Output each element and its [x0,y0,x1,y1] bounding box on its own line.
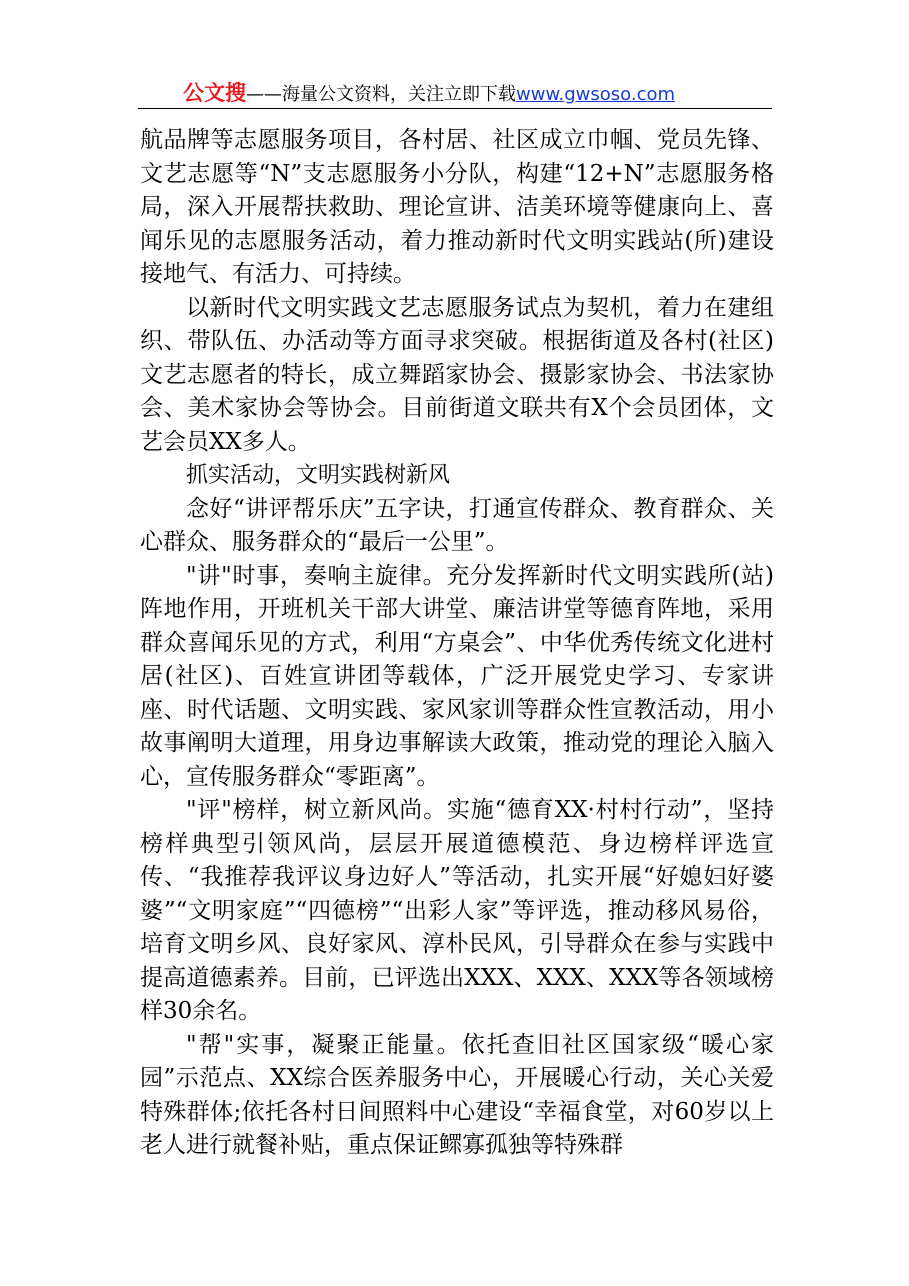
section-heading: 抓实活动，文明实践树新风 [186,463,451,488]
paragraph-1: 航品牌等志愿服务项目，各村居、社区成立巾帼、党员先锋、文艺志愿等“N”支志愿服务小分队，构建“12+N”志愿服务格局，深入开展帮扶救助、理论宣讲、洁美环境等健康向上、喜闻乐见的志愿服务活动，着力推动新时代文明实践站(所)建设接地气、有活力、可持续。 [140,127,774,287]
page-header [140,78,772,108]
document-body [140,124,774,1163]
header-tagline: ——海量公文资料，关注立即下载 [246,84,516,105]
paragraph-6: "帮"实事，凝聚正能量。依托查旧社区国家级“暖心家园”示范点、XX综合医养服务中心，开展暖心行动，关心关爱特殊群体;依托各村日间照料中心建设“幸福食堂，对60岁以上老人进行就餐补贴，重点保证鳏寡孤独等特殊群 [140,1031,774,1158]
header-divider [138,108,772,109]
paragraph-2: 以新时代文明实践文艺志愿服务试点为契机，着力在建组织、带队伍、办活动等方面寻求突破。根据街道及各村(社区)文艺志愿者的特长，成立舞蹈家协会、摄影家协会、书法家协会、美术家协会等协会。目前街道文联共有X个会员团体，文艺会员XX多人。 [140,294,774,455]
brand-logo-text: 公文搜 [183,81,246,105]
paragraph-5: "评"榜样，树立新风尚。实施“德育XX·村村行动”，坚持榜样典型引领风尚，层层开展道德模范、身边榜样评选宣传、“我推荐我评议身边好人”等活动，扎实开展“好媳妇好婆婆”“文明家庭”“四德榜”“出彩人家”等评选，推动移风易俗，培育文明乡风、良好家风、淳朴民风，引导群众在参与实践中提高道德素养。目前，已评选出XXX、XXX、XXX等各领域榜样30余名。 [140,797,774,1024]
paragraph-4: "讲"时事，奏响主旋律。充分发挥新时代文明实践所(站)阵地作用，开班机关干部大讲堂、廉洁讲堂等德育阵地，采用群众喜闻乐见的方式，利用“方桌会”、中华优秀传统文化进村居(社区)、百姓宣讲团等载体，广泛开展党史学习、专家讲座、时代话题、文明实践、家风家训等群众性宣教活动，用小故事阐明大道理，用身边事解读大政策，推动党的理论入脑入心，宣传服务群众“零距离”。 [140,562,774,790]
website-link[interactable]: www.gwsoso.com [516,84,676,105]
paragraph-3: 念好“讲评帮乐庆”五字诀，打通宣传群众、教育群众、关心群众、服务群众的“最后一公里”。 [140,495,774,555]
